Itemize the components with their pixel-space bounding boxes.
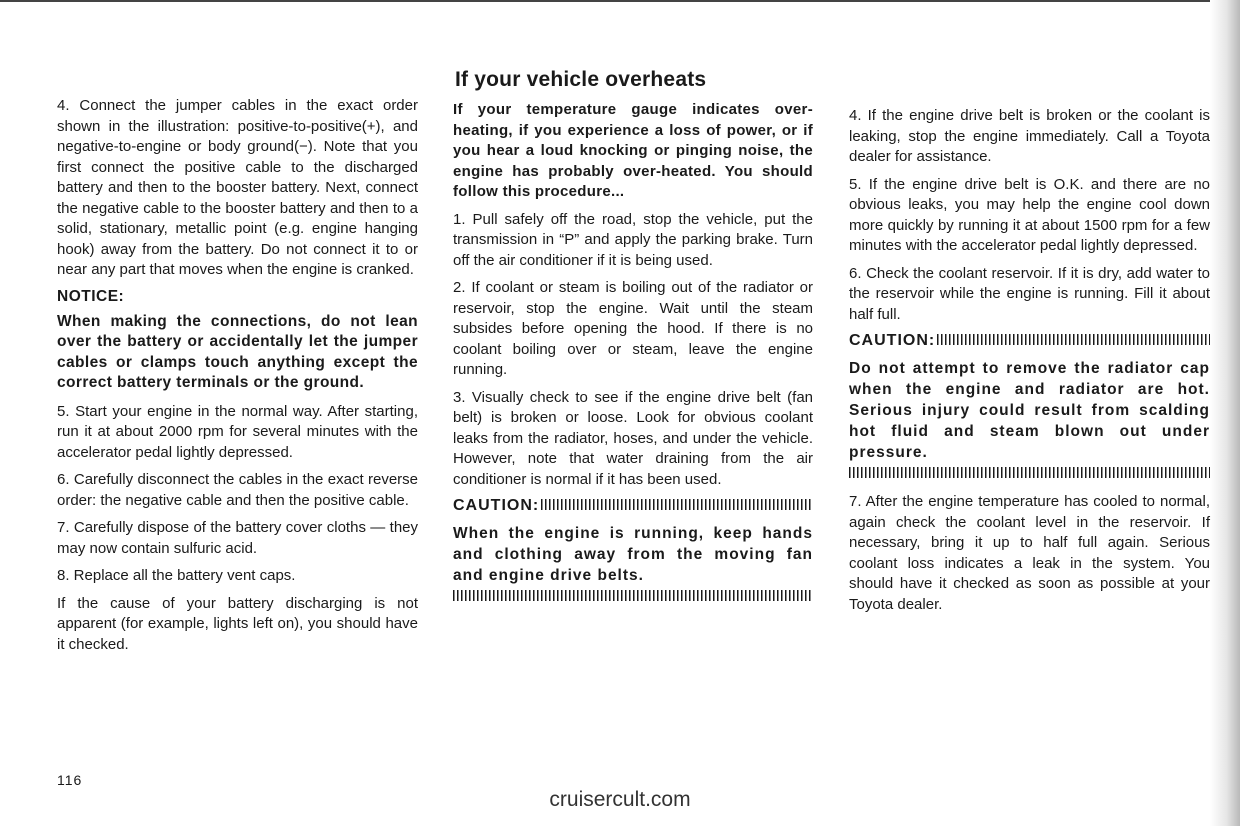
step-5-cool-down: 5. If the engine drive belt is O.K. and there are no obvious leaks, you may help the engine cool down more quickly by running it at about 1500 rpm for a few minutes with the accelerator pedal lightly depressed. xyxy=(849,175,1210,254)
caution-rule-top xyxy=(541,499,813,510)
caution-heading: CAUTION: xyxy=(849,332,936,349)
caution-header xyxy=(453,497,813,515)
step-6-disconnect: 6. Carefully disconnect the cables in the exact reverse order: the negative cable and then the positive cable. xyxy=(57,471,418,509)
step-7-dispose: 7. Carefully dispose of the battery cover cloths — they may now contain sulfuric acid. xyxy=(57,519,418,557)
page-top-edge xyxy=(0,0,1240,2)
step-3-check-belt: 3. Visually check to see if the engine drive belt (fan belt) is broken or loose. Look for obvious coolant leaks from the radiator, hoses, and under the vehicle. However, note that water draining from the air conditioner is normal if it has been used. xyxy=(453,388,813,488)
step-7-recheck-level: 7. After the engine temperature has cooled to normal, again check the coolant level in the reservoir. If necessary, bring it up to half full again. Serious coolant loss indicates a leak in the system. You should have it checked as soon as possible at your Toyota dealer. xyxy=(849,493,1210,613)
step-8-replace-caps: 8. Replace all the battery vent caps. xyxy=(57,567,296,584)
caution-rule-bottom xyxy=(453,590,813,601)
notice-text: When making the connections, do not lean over the battery or accidentally let the jumper cables or clamps touch anything except the correct battery terminals or the ground. xyxy=(57,312,418,391)
page-binding-shadow xyxy=(1210,0,1240,826)
caution-text: When the engine is running, keep hands and clothing away from the moving fan and engine drive belts. xyxy=(453,525,813,584)
notice-heading: NOTICE: xyxy=(57,287,125,305)
step-5-start-engine: 5. Start your engine in the normal way. After starting, run it at about 2000 rpm for several minutes with the accelerator pedal lightly depressed. xyxy=(57,402,418,461)
overheat-intro: If your temperature gauge indicates over-heating, if you experience a loss of power, or if you hear a loud knocking or pinging noise, the engine has probably over-heated. You should follow this procedure... xyxy=(453,101,813,200)
step-1-pull-off: 1. Pull safely off the road, stop the vehicle, put the transmission in “P” and apply the parking brake. Turn off the air conditioner if it is being used. xyxy=(453,210,813,269)
step-6-check-reservoir: 6. Check the coolant reservoir. If it is dry, add water to the reservoir while the engine is running. Fill it about half full. xyxy=(849,264,1210,323)
watermark: cruisercult.com xyxy=(549,788,691,811)
step-4-connect-cables: 4. Connect the jumper cables in the exact order shown in the illustration: positive-to-positive(+), and negative-to-engine or body ground(−). Note that you first connect the positive cable to the discharged battery and then to the booster battery. Next, connect the negative cable to the booster battery and then to a solid, stationary, metallic point (e.g. engine hanging hook) away from the battery. Do not connect it to or near any part that moves when the engine is cranked. xyxy=(57,97,418,278)
right-column xyxy=(849,106,1210,622)
caution-heading: CAUTION: xyxy=(453,497,540,514)
section-title: If your vehicle overheats xyxy=(455,68,707,91)
left-column xyxy=(57,96,418,662)
step-4-belt-broken: 4. If the engine drive belt is broken or the coolant is leaking, stop the engine immediately. Call a Toyota dealer for assistance. xyxy=(849,107,1210,165)
caution-rule-bottom xyxy=(849,467,1210,478)
page-number: 116 xyxy=(57,772,83,788)
battery-note: If the cause of your battery discharging is not apparent (for example, lights left on), you should have it checked. xyxy=(57,594,418,653)
step-2-coolant-steam: 2. If coolant or steam is boiling out of the radiator or reservoir, stop the engine. Wait until the steam subsides before opening the hood. If there is no coolant boiling over or steam, leave the engine running. xyxy=(453,279,813,378)
caution-header xyxy=(849,332,1210,350)
caution-rule-top xyxy=(937,334,1210,345)
middle-column xyxy=(453,68,813,615)
caution-text: Do not attempt to remove the radiator cap when the engine and radiator are hot. Serious injury could result from scalding hot fluid and steam blown out under pressure. xyxy=(849,360,1210,461)
